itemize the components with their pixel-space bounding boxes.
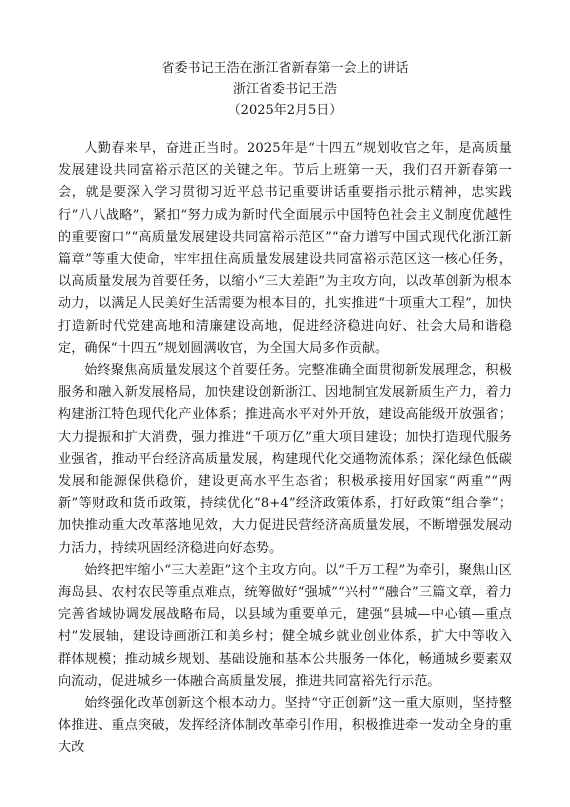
paragraph-1: 人勤春来早，奋进正当时。2025年是“十四五”规划收官之年，是高质量发展建设共同富裕示范区的关键之年。节后上班第一天，我们召开新春第一会，就是要深入学习贯彻习近平总书记重要讲话重要指示批示精神，忠实践行“八八战略”，紧扣“努力成为新时代全面展示中国特色社会主义制度优越性的重要窗口”“高质量发展建设共同富裕示范区”“奋力谱写中国式现代化浙江新篇章”等重大使命，牢牢扭住高质量发展建设共同富裕示范区这一核心任务，以高质量发展为首要任务，以缩小“三大差距”为主攻方向，以改革创新为根本动力，以满足人民美好生活需要为根本目的，扎实推进“十项重大工程”，加快打造新时代党建高地和清廉建设高地，促进经济稳进向好、社会大局和谐稳定，确保“十四五”规划圆满收官，为全国大局多作贡献。 [58, 141, 512, 356]
title-block [58, 58, 512, 121]
document-title: 省委书记王浩在浙江省新春第一会上的讲话 [161, 61, 409, 76]
paragraph-2: 始终聚焦高质量发展这个首要任务。完整准确全面贯彻新发展理念，积极服务和融入新发展格局，加快建设创新浙江、因地制宜发展新质生产力，着力构建浙江特色现代化产业体系；推进高水平对外开放，建设高能级开放强省；大力提振和扩大消费，强力推进“千项万亿”重大项目建设；加快打造现代服务业强省，推动平台经济高质量发展，构建现代化交通物流体系；深化绿色低碳发展和能源保供稳价，建设更高水平生态省；积极承接用好国家“两重”“两新”等财政和货币政策，持续优化“8+4”经济政策体系，打好政策“组合拳”；加快推动重大改革落地见效，大力促进民营经济高质量发展，不断增强发展动力活力，持续巩固经济稳进向好态势。 [58, 363, 512, 556]
paragraph-4: 始终强化改革创新这个根本动力。坚持“守正创新”这一重大原则，坚持整体推进、重点突破，发挥经济体制改革牵引作用，积极推进牵一发动全身的重大改 [58, 696, 512, 756]
document-subtitle: 浙江省委书记王浩 [232, 82, 337, 97]
document-body [58, 138, 512, 760]
document-date: （2025年2月5日） [227, 103, 343, 118]
paragraph-3: 始终把牢缩小“三大差距”这个主攻方向。以“千万工程”为牵引，聚焦山区海岛县、农村农民等重点难点，统筹做好“强城”“兴村”“融合”三篇文章，着力完善省域协调发展战略布局，以县域为重要单元，建强“县城—中心镇—重点村”发展轴，建设诗画浙江和美乡村；健全城乡就业创业体系，扩大中等收入群体规模；推动城乡规划、基础设施和基本公共服务一体化，畅通城乡要素双向流动，促进城乡一体融合高质量发展，推进共同富裕先行示范。 [58, 562, 512, 689]
